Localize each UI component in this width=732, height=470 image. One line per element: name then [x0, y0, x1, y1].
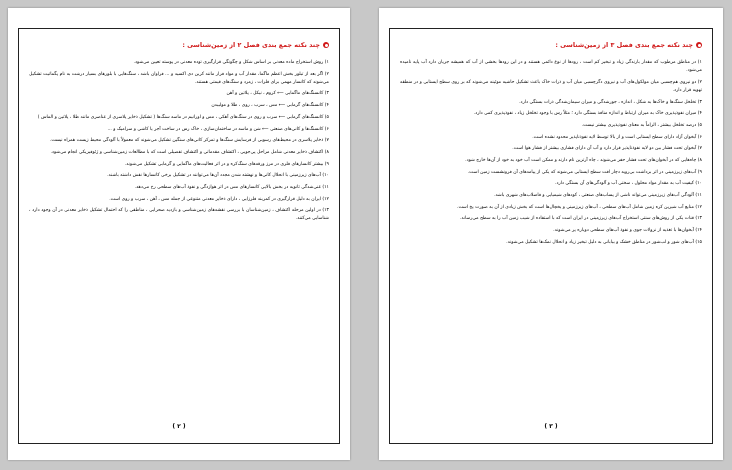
red-bullet-icon	[323, 42, 329, 48]
list-item: ۷) ذخایر پلاسری در محیط‌های رسوبی از فرسایش سنگ‌ها و تمرکز کانی‌های سنگین تشکیل می‌شوند که معمولاً با آلودگی محیط زیست همراه نیست.	[49, 138, 329, 144]
heading-text: چند نکته جمع بندی فصل ۲ از زمین‌شناسی :	[182, 41, 320, 49]
list-item: ۲) دو نیروی هم‌چسبی میان مولکول‌های آب و نیروی دگرچسبی میان آب و ذرات خاک باعث تشکیل حاشیه موئینه می‌شوند که بر روی سطح ایستابی و در منطقه تهویه قرار دارد.	[400, 79, 702, 93]
list-item: ۱۳) در اولین مرحله اکتشاف ، زمین‌شناسان با بررسی نقشه‌های زمین‌شناسی و بازدید صحرایی ، مناطقی را که احتمال تشکیل ذخایر معدنی در آن وجود دارد ، شناسایی می‌کنند.	[29, 208, 329, 222]
list-item: ۳) تخلخل سنگ‌ها و خاک‌ها به شکل ، اندازه ، جورشدگی و میزان سیمان‌شدگی ذرات بستگی دارد.	[519, 99, 702, 105]
list-item: ۱۲) منابع آب شیرین کره زمین شامل آب‌های سطحی ، آب‌های زیرزمینی و یخچال‌ها است که بخش زیادی از آن به صورت یخ است.	[457, 204, 702, 210]
list-item: ۱۳) قنات یکی از روش‌های سنتی استخراج آب‌های زیرزمینی در ایران است که با استفاده از شیب زمین آب را به سطح می‌رساند.	[459, 216, 702, 222]
heading-text: چند نکته جمع بندی فصل ۳ از زمین‌شناسی :	[555, 41, 693, 49]
list-item: ۶) آبخوان آزاد دارای سطح ایستابی است و از بالا توسط لایه نفوذناپذیر محدود نشده است.	[532, 134, 702, 140]
list-item: ۱۰) کیفیت آب به مقدار مواد محلول ، سختی آب و آلودگی‌های آن بستگی دارد.	[555, 181, 702, 187]
red-bullet-icon	[696, 42, 702, 48]
items-list	[29, 59, 329, 224]
page-frame	[389, 28, 713, 444]
list-item: ۱۱) غنی‌شدگی ثانویه در بخش بالایی کانسارهای مس در اثر هوازدگی و نفوذ آب‌های سطحی رخ می‌دهد.	[134, 184, 329, 190]
list-item: ۵) کانسنگ‌های گرمابی ⟵ سرب و روی در سنگ‌های آهکی ، مس و اورانیم در ماسه سنگ‌ها ( تشکیل ذخایر پلاسری از عناصری مانند طلا ، پلاتین و الماس )	[37, 114, 329, 120]
items-list	[400, 59, 702, 247]
list-item: ۱۵) آب‌های شور و لب‌شور در مناطق خشک و بیابانی به دلیل تبخیر زیاد و انحلال نمک‌ها تشکیل می‌شوند.	[506, 239, 702, 245]
list-item: ۱) روش استخراج ماده معدنی بر اساس شکل و چگونگی قرارگیری توده معدنی در پوسته تعیین می‌شود.	[133, 60, 329, 65]
list-item: ۸) چاه‌هایی که در آبخوان‌های تحت فشار حفر می‌شوند ، چاه آرتزین نام دارند و ممکن است آب خود به خود از آن‌ها خارج شود.	[465, 158, 702, 163]
list-item: ۷) آبخوان تحت فشار بین دو لایه نفوذناپذیر قرار دارد و آب آن دارای فشاری بیشتر از فشار هوا است.	[512, 146, 702, 152]
section-heading	[400, 41, 702, 49]
list-item: ۱۱) آلودگی آب‌های زیرزمینی می‌تواند ناشی از پساب‌های صنعتی ، کودهای شیمیایی و فاضلاب‌های شهری باشد.	[494, 193, 702, 199]
list-item: ۴) میزان نفوذپذیری خاک به میزان ارتباط و اندازه منافذ بستگی دارد ؛ مثلاً رس با وجود تخلخل زیاد ، نفوذپذیری کمی دارد.	[473, 111, 702, 117]
page-number: ( ۳ )	[544, 423, 558, 430]
list-item: ۴) کانسنگ‌های گرمابی ⟵ مس ، سرب ، روی ، طلا و مولیبدن	[211, 103, 329, 109]
list-item: ۱۴) آبخوان‌ها با تغذیه از نزولات جوی و نفوذ آب‌های سطحی دوباره پر می‌شوند.	[553, 228, 702, 234]
list-item: ۱) در مناطق مرطوب که مقدار بارندگی زیاد و تبخیر کم است ، رودها از نوع دائمی هستند و در این رودها بخشی از آب که همیشه جریان دارد آب پایه نامیده می‌شود.	[400, 60, 702, 74]
list-item: ۱۲) ایران به دلیل قرارگیری در کمربند فلززایی ، دارای ذخایر معدنی متنوعی از جمله مس ، آهن ، سرب و روی است.	[109, 196, 329, 202]
list-item: ۶) کانسنگ‌ها و کانی‌های صنعتی ⟵ شن و ماسه در ساختمان‌سازی ، خاک رس در ساخت آجر یا کاشی و سرامیک و ...	[107, 126, 329, 132]
list-item: ۳) کانسنگ‌های ماگمایی ⟵ کروم ، نیکل ، پلاتین و آهن	[226, 91, 329, 97]
page-frame	[18, 28, 340, 444]
page-left	[8, 8, 350, 460]
list-item: ۹) آب‌های زیرزمینی در اثر برداشت بی‌رویه دچار افت سطح ایستابی می‌شوند که یکی از پیامدهای آن فرونشست زمین است.	[467, 169, 702, 175]
list-item: ۹) بیشتر کانسارهای فلزی در مرز ورقه‌های سنگ‌کره و در اثر فعالیت‌های ماگمایی و گرمابی تشکیل می‌شوند.	[124, 161, 329, 167]
list-item: ۵) درصد تخلخل بیشتر ، الزاماً به معنای نفوذپذیری بیشتر نیست.	[581, 122, 702, 128]
list-item: ۸) اکتشاف ذخایر معدنی شامل مراحل پی‌جویی ، اکتشاف مقدماتی و اکتشاف تفصیلی است که با مطالعات زمین‌شناسی و ژئوفیزیکی انجام می‌شود.	[50, 149, 329, 155]
page-right	[379, 8, 723, 460]
page-number: ( ۲ )	[172, 423, 186, 430]
list-item: ۲) اگر بعد از تبلور بخش اعظم ماگما، مقدار آب و مواد فرار مانند کربن دی اکسید و ... فراوان باشد ، سنگ‌هایی با بلورهای بسیار درشت به نام پگماتیت تشکیل می‌شوند که کانسار مهمی برای فلزات ، زمرد و سنگ‌های قیمتی هستند.	[29, 71, 329, 85]
list-item: ۱۰) آب‌های زیرزمینی با انحلال کانی‌ها و نهشته شدن مجدد آن‌ها می‌توانند در تشکیل برخی کانسارها نقش داشته باشند.	[107, 173, 329, 179]
section-heading	[29, 41, 329, 49]
